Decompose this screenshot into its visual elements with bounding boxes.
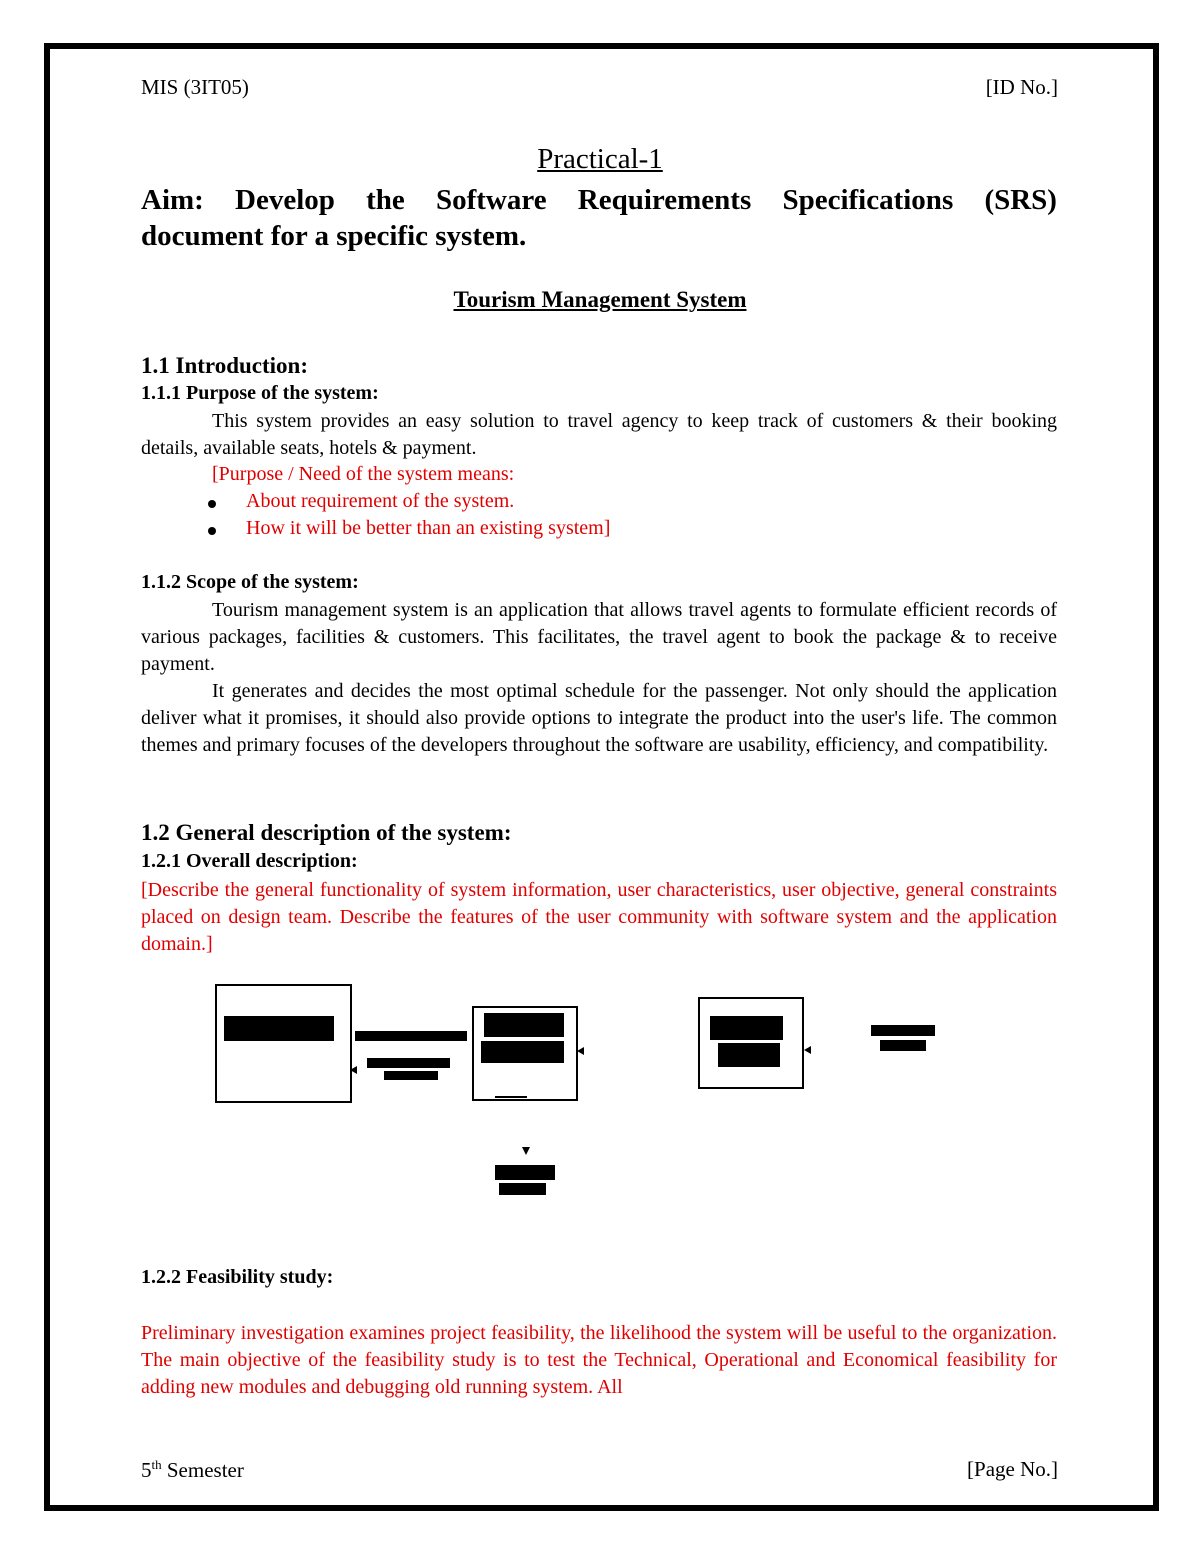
bullet-text: About requirement of the system. <box>246 490 515 512</box>
feasibility-paragraph: Preliminary investigation examines project feasibility, the likelihood the system will be useful to the organization. The main objective of the feasibility study is to test the Technical, Operational and Economical feasibility for adding new modules and debugging old running system. All <box>141 1322 1057 1398</box>
redacted-label <box>484 1013 564 1037</box>
redacted-label <box>495 1165 555 1180</box>
redacted-label <box>718 1043 780 1067</box>
aim-line-1 <box>141 182 1057 218</box>
arrow-left-icon <box>577 1047 584 1055</box>
aim-word: Aim: <box>141 184 204 216</box>
redacted-label <box>367 1058 450 1068</box>
diagram-line <box>495 1096 527 1098</box>
section-1-2-heading: 1.2 General description of the system: <box>141 820 512 845</box>
arrow-left-icon <box>350 1066 357 1074</box>
scope-text-1: Tourism management system is an application that allows travel agents to formulate efficient records of various packages, facilities & customers. This facilitates, the travel agent to book the package & to receive payment. <box>141 599 1057 675</box>
footer-page-number: [Page No.] <box>967 1457 1058 1481</box>
practical-title: Practical-1 <box>537 143 663 175</box>
footer-semester <box>141 1457 244 1483</box>
scope-paragraph-2 <box>141 678 1057 759</box>
header-id: [ID No.] <box>985 75 1058 99</box>
redacted-label <box>481 1041 564 1063</box>
page-border <box>44 43 1159 1511</box>
purpose-text: This system provides an easy solution to travel agency to keep track of customers & their booking details, available seats, hotels & payment. <box>141 410 1057 459</box>
bullet-dot-icon <box>208 527 216 535</box>
aim-word: Requirements <box>577 184 752 216</box>
purpose-paragraph <box>141 408 1057 462</box>
redacted-label <box>355 1031 467 1041</box>
purpose-note: [Purpose / Need of the system means: <box>212 463 515 485</box>
bullet-text: How it will be better than an existing system] <box>246 517 611 539</box>
aim-word: Develop <box>235 184 335 216</box>
redacted-label <box>880 1040 926 1051</box>
section-1-1-1-heading: 1.1.1 Purpose of the system: <box>141 382 379 404</box>
aim-word: the <box>366 184 405 216</box>
section-1-2-2-heading: 1.2.2 Feasibility study: <box>141 1266 334 1288</box>
overall-description-paragraph: [Describe the general functionality of system information, user characteristics, user objective, general constraints placed on design team. Describe the features of the user community with software system and the application domain.] <box>141 879 1057 955</box>
arrow-down-icon <box>522 1147 530 1155</box>
header-course: MIS (3IT05) <box>141 75 249 99</box>
section-1-2-1-heading: 1.2.1 Overall description: <box>141 850 358 872</box>
section-1-1-2-heading: 1.1.2 Scope of the system: <box>141 571 359 593</box>
redacted-label <box>384 1071 438 1080</box>
aim-statement <box>141 182 1057 254</box>
scope-text-2: It generates and decides the most optimal schedule for the passenger. Not only should the application deliver what it promises, it should also provide options to integrate the product into the user's life. The common themes and primary focuses of the developers throughout the software are usability, efficiency, and compatibility. <box>141 680 1057 756</box>
arrow-left-icon <box>804 1046 811 1054</box>
redacted-label <box>499 1183 546 1195</box>
diagram-box <box>215 984 352 1103</box>
scope-paragraph-1 <box>141 597 1057 678</box>
bullet-dot-icon <box>208 500 216 508</box>
aim-word: (SRS) <box>984 184 1057 216</box>
redacted-label <box>871 1025 935 1036</box>
system-title: Tourism Management System <box>453 287 747 312</box>
aim-word: Software <box>435 184 547 216</box>
redacted-label <box>710 1016 783 1040</box>
aim-word: Specifications <box>782 184 954 216</box>
semester-number: 5 <box>141 1458 152 1482</box>
redacted-label <box>224 1016 334 1041</box>
aim-line-2: document for a specific system. <box>141 220 527 252</box>
semester-suffix: th <box>151 1457 162 1472</box>
section-1-1-heading: 1.1 Introduction: <box>141 353 308 378</box>
semester-label: Semester <box>161 1458 244 1482</box>
